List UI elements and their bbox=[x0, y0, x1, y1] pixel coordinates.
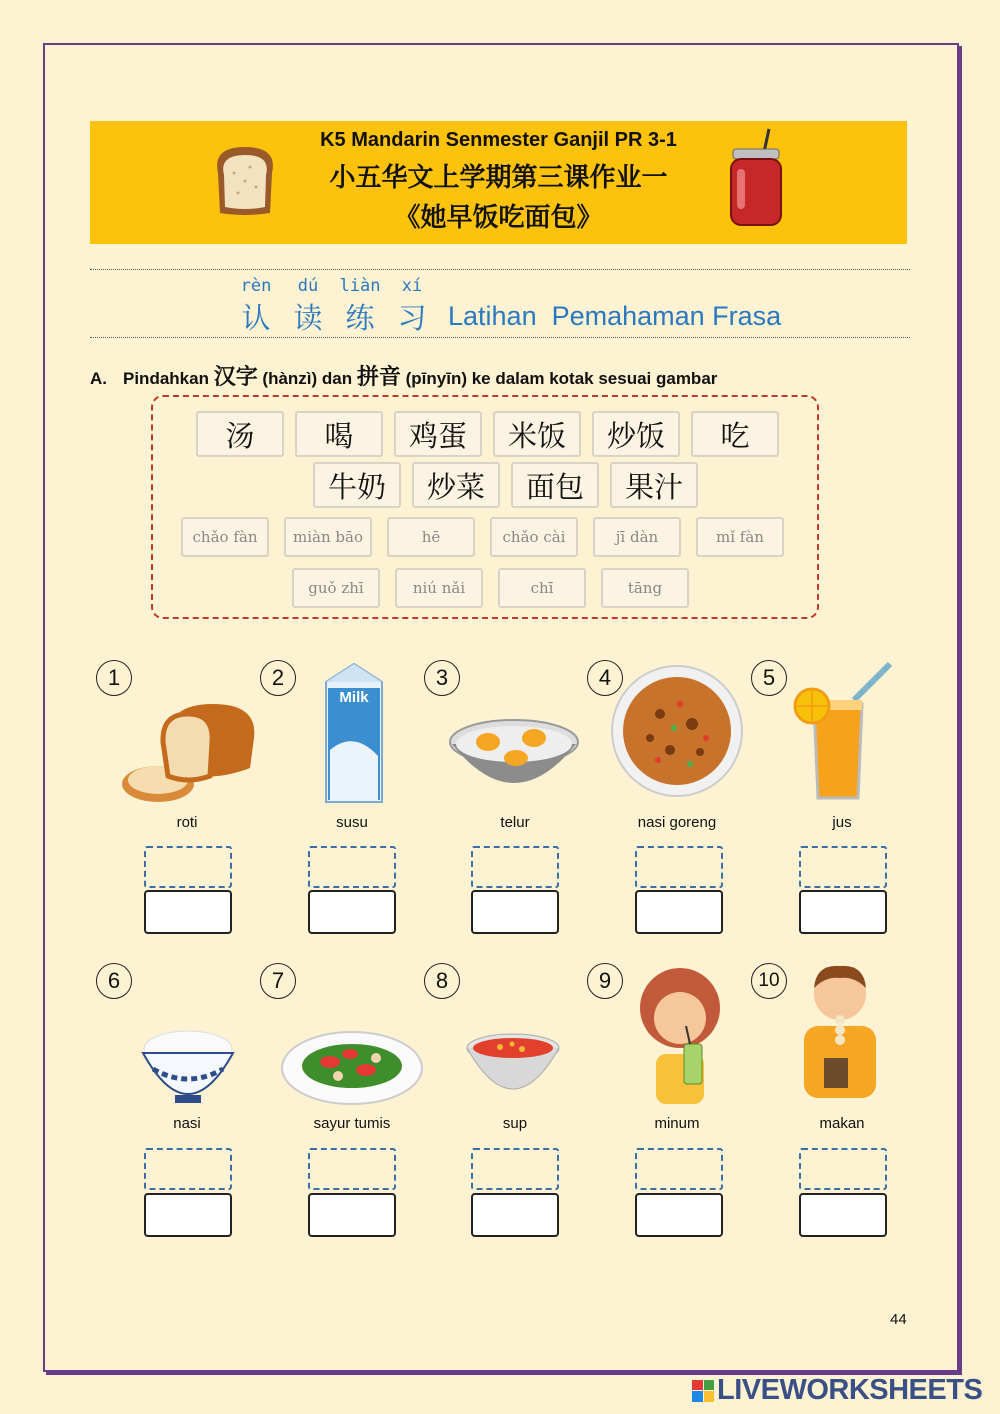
bread-icon bbox=[118, 698, 258, 808]
item-number: 10 bbox=[751, 963, 787, 999]
instruction bbox=[90, 360, 717, 391]
liveworksheets-logo-icon bbox=[692, 1380, 714, 1402]
stir-fry-icon bbox=[280, 1026, 424, 1106]
item-number: 1 bbox=[96, 660, 132, 696]
item-caption: nasi bbox=[173, 1115, 201, 1132]
item-number: 5 bbox=[751, 660, 787, 696]
pinyin-xi: xí bbox=[401, 276, 423, 296]
milk-carton-icon bbox=[318, 660, 390, 806]
pinyin-answer-box[interactable] bbox=[144, 1148, 232, 1190]
item-number: 3 bbox=[424, 660, 460, 696]
pinyin-answer-box[interactable] bbox=[471, 1148, 559, 1190]
item-caption: susu bbox=[336, 814, 368, 831]
instruction-pinyin: 拼音 bbox=[356, 365, 401, 390]
hanzi-tile[interactable]: 吃 bbox=[691, 411, 779, 457]
rice-bowl-icon bbox=[139, 1025, 237, 1107]
pinyin-answer-box[interactable] bbox=[471, 846, 559, 888]
hanzi-answer-box[interactable] bbox=[144, 890, 232, 934]
pinyin-tile[interactable]: chǎo fàn bbox=[181, 517, 269, 557]
hanzi-tile[interactable]: 牛奶 bbox=[313, 462, 401, 508]
pinyin-tile[interactable]: chǎo cài bbox=[490, 517, 578, 557]
item-number: 9 bbox=[587, 963, 623, 999]
hanzi-ren: 认 bbox=[241, 301, 271, 335]
section-subtitle: Latihan Pemahaman Frasa bbox=[448, 301, 782, 331]
item-number: 4 bbox=[587, 660, 623, 696]
drinking-child-icon bbox=[630, 966, 730, 1106]
pinyin-tile[interactable]: guǒ zhī bbox=[292, 568, 380, 608]
section-pinyin bbox=[230, 276, 438, 296]
pinyin-tile[interactable]: tāng bbox=[601, 568, 689, 608]
item-number: 2 bbox=[260, 660, 296, 696]
pinyin-tile[interactable]: miàn bāo bbox=[284, 517, 372, 557]
item-caption: sup bbox=[502, 1115, 528, 1132]
fried-rice-icon bbox=[610, 664, 744, 798]
pinyin-tile[interactable]: hē bbox=[387, 517, 475, 557]
pinyin-answer-box[interactable] bbox=[635, 846, 723, 888]
eggs-icon bbox=[448, 712, 580, 802]
hanzi-du: 读 bbox=[293, 301, 323, 335]
header-lesson-title: 《她早饭吃面包》 bbox=[394, 203, 603, 233]
pinyin-du: dú bbox=[297, 276, 319, 296]
hanzi-tile[interactable]: 面包 bbox=[511, 462, 599, 508]
header-chinese-title: 小五华文上学期第三课作业一 bbox=[329, 163, 668, 193]
instruction-text-3: (pīnyīn) ke dalam kotak sesuai gambar bbox=[400, 369, 718, 388]
pinyin-tile[interactable]: niú nǎi bbox=[395, 568, 483, 608]
hanzi-xi: 习 bbox=[397, 301, 427, 335]
item-number: 8 bbox=[424, 963, 460, 999]
page-number: 44 bbox=[890, 1311, 907, 1328]
pinyin-answer-box[interactable] bbox=[144, 846, 232, 888]
hanzi-answer-box[interactable] bbox=[471, 890, 559, 934]
hanzi-answer-box[interactable] bbox=[471, 1193, 559, 1237]
item-caption: roti bbox=[176, 814, 198, 831]
divider-bottom bbox=[90, 337, 910, 338]
section-hanzi bbox=[230, 296, 438, 337]
milk-label: Milk bbox=[339, 689, 369, 706]
pinyin-answer-box[interactable] bbox=[799, 1148, 887, 1190]
hanzi-tile[interactable]: 汤 bbox=[196, 411, 284, 457]
instruction-letter: A. bbox=[90, 369, 107, 388]
item-caption: nasi goreng bbox=[637, 814, 717, 831]
pinyin-answer-box[interactable] bbox=[308, 1148, 396, 1190]
hanzi-tile[interactable]: 鸡蛋 bbox=[394, 411, 482, 457]
item-number: 7 bbox=[260, 963, 296, 999]
divider-top bbox=[90, 269, 910, 270]
juice-icon bbox=[792, 660, 896, 804]
hanzi-answer-box[interactable] bbox=[799, 1193, 887, 1237]
pinyin-tile[interactable]: chī bbox=[498, 568, 586, 608]
pinyin-ren: rèn bbox=[240, 276, 272, 296]
item-caption: sayur tumis bbox=[313, 1115, 391, 1132]
liveworksheets-wordmark: LIVEWORKSHEETS bbox=[717, 1374, 983, 1406]
hanzi-answer-box[interactable] bbox=[635, 890, 723, 934]
item-number: 6 bbox=[96, 963, 132, 999]
hanzi-tile[interactable]: 米饭 bbox=[493, 411, 581, 457]
pinyin-answer-box[interactable] bbox=[308, 846, 396, 888]
instruction-hanzi: 汉字 bbox=[213, 365, 258, 390]
pinyin-tile[interactable]: mǐ fàn bbox=[696, 517, 784, 557]
hanzi-answer-box[interactable] bbox=[308, 890, 396, 934]
header-course-title: K5 Mandarin Senmester Ganjil PR 3-1 bbox=[320, 129, 677, 151]
hanzi-lian: 练 bbox=[345, 301, 375, 335]
hanzi-answer-box[interactable] bbox=[144, 1193, 232, 1237]
pinyin-answer-box[interactable] bbox=[635, 1148, 723, 1190]
hanzi-answer-box[interactable] bbox=[799, 890, 887, 934]
liveworksheets-brand bbox=[692, 1374, 982, 1407]
item-caption: jus bbox=[832, 814, 852, 831]
hanzi-tile[interactable]: 炒饭 bbox=[592, 411, 680, 457]
pinyin-lian: liàn bbox=[339, 276, 381, 296]
instruction-text-2: (hànzì) dan bbox=[257, 369, 357, 388]
hanzi-tile[interactable]: 果汁 bbox=[610, 462, 698, 508]
header-banner bbox=[90, 121, 907, 244]
item-caption: telur bbox=[500, 814, 530, 831]
pinyin-answer-box[interactable] bbox=[799, 846, 887, 888]
hanzi-tile[interactable]: 炒菜 bbox=[412, 462, 500, 508]
hanzi-tile[interactable]: 喝 bbox=[295, 411, 383, 457]
hanzi-answer-box[interactable] bbox=[635, 1193, 723, 1237]
item-caption: minum bbox=[654, 1115, 700, 1132]
hanzi-answer-box[interactable] bbox=[308, 1193, 396, 1237]
eating-child-icon bbox=[794, 960, 886, 1106]
soup-icon bbox=[464, 1030, 562, 1102]
instruction-text-1: Pindahkan bbox=[123, 369, 214, 388]
item-caption: makan bbox=[819, 1115, 865, 1132]
pinyin-tile[interactable]: jī dàn bbox=[593, 517, 681, 557]
